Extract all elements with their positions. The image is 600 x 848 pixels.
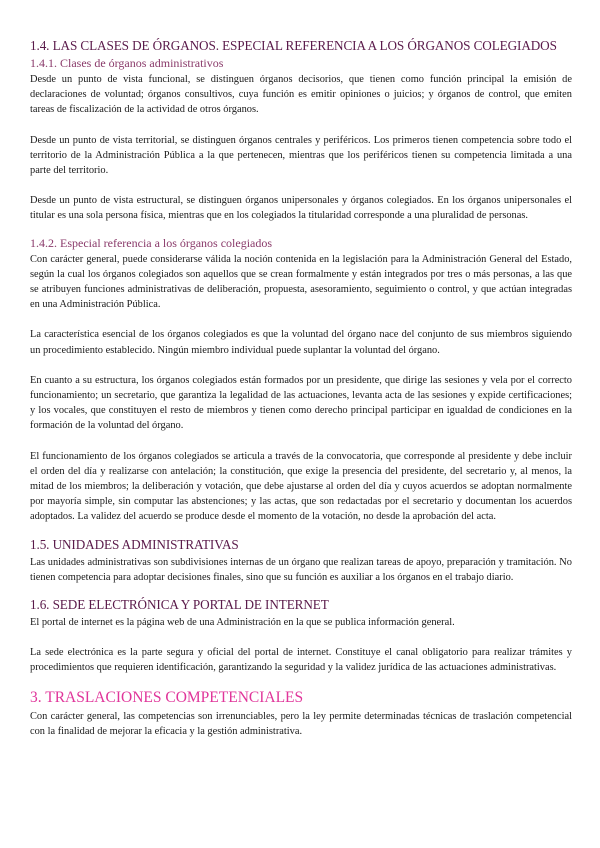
paragraph-collegiate-functioning: El funcionamiento de los órganos colegiados se articula a través de la convocatoria, que corresponde al presidente y debe incluir el orden del día y realizarse con antelación; la constitución, que exige la presencia del presidente, del secretario y, al menos, la mitad de los miembros; la deliberación y votación, que debe ajustarse al orden del día y cuyos acuerdos se adoptan normalmente por mayoría simple, sin computar las abstenciones; y las actas, que son redactadas por el secretario y documentan los acuerdos adoptados. La validez del acuerdo se produce desde el momento de la votación, no desde la aprobación del acta. [30, 450, 572, 523]
section-1-4-1-heading: 1.4.1. Clases de órganos administrativos [30, 56, 224, 70]
paragraph-collegiate-definition: Con carácter general, puede considerarse válida la noción contenida en la legislación para la Administración General del Estado, según la cual los órganos colegiados son aquellos que se crean formalmente y están integrados por tres o más personas, a las que se atribuyen funciones administrativas de deliberación, propuesta, asesoramiento, seguimiento o control, y que actúan integradas en una Administración Pública. [30, 253, 572, 311]
section-3-heading: 3. TRASLACIONES COMPETENCIALES [30, 688, 304, 706]
paragraph-territorial-organs: Desde un punto de vista territorial, se distinguen órganos centrales y periféricos. Los primeros tienen competencia sobre todo el territorio de la Administración Pública a la que pertenecen, mientras que los periféricos tienen su competencia limitada a una parte del territorio. [30, 134, 572, 177]
paragraph-collegiate-structure: En cuanto a su estructura, los órganos colegiados están formados por un presidente, que dirige las sesiones y vela por el correcto funcionamiento; un secretario, que garantiza la legalidad de las actuaciones, levanta acta de las sesiones y expide certificaciones; y los vocales, que constituyen el resto de miembros y tienen como derecho principal participar en igualdad de condiciones en la formación de la voluntad del órgano. [30, 374, 572, 432]
paragraph-administrative-units: Las unidades administrativas son subdivisiones internas de un órgano que realizan tareas de apoyo, preparación y tramitación. No tienen competencia para adoptar decisiones finales, sino que su función es auxiliar a los órganos en el trabajo diario. [30, 556, 572, 583]
paragraph-electronic-office: La sede electrónica es la parte segura y oficial del portal de internet. Constituye el canal obligatorio para realizar trámites y procedimientos que requieren identificación, garantizando la seguridad y la validez jurídica de las actuaciones administrativas. [30, 647, 572, 674]
section-1-4-heading: 1.4. LAS CLASES DE ÓRGANOS. ESPECIAL REFERENCIA A LOS ÓRGANOS COLEGIADOS [30, 38, 557, 53]
paragraph-collegiate-essence: La característica esencial de los órganos colegiados es que la voluntad del órgano nace del conjunto de sus miembros siguiendo un procedimiento establecido. Ningún miembro individual puede suplantar la voluntad del órgano. [30, 329, 572, 356]
paragraph-functional-organs: Desde un punto de vista funcional, se distinguen órganos decisorios, que tienen como función principal la emisión de declaraciones de voluntad; órganos consultivos, cuya función es emitir opiniones o juicios; y órganos de control, que emiten tareas de fiscalización de la actividad de otros órganos. [30, 74, 572, 116]
paragraph-internet-portal: El portal de internet es la página web de una Administración en la que se publica información general. [30, 617, 455, 629]
document-page [30, 38, 572, 739]
section-1-4-2-heading: 1.4.2. Especial referencia a los órganos colegiados [30, 235, 273, 250]
paragraph-competence-transfer: Con carácter general, las competencias son irrenunciables, pero la ley permite determinadas técnicas de traslación competencial con la finalidad de mejorar la eficacia y la gestión administrativa. [30, 710, 572, 737]
section-1-6-heading: 1.6. SEDE ELECTRÓNICA Y PORTAL DE INTERNET [30, 597, 329, 613]
paragraph-structural-organs: Desde un punto de vista estructural, se distinguen órganos unipersonales y órganos colegiados. En los órganos unipersonales el titular es una sola persona física, mientras que en los colegiados la titularidad corresponde a una pluralidad de personas. [30, 195, 572, 222]
section-1-5-heading: 1.5. UNIDADES ADMINISTRATIVAS [30, 536, 239, 552]
